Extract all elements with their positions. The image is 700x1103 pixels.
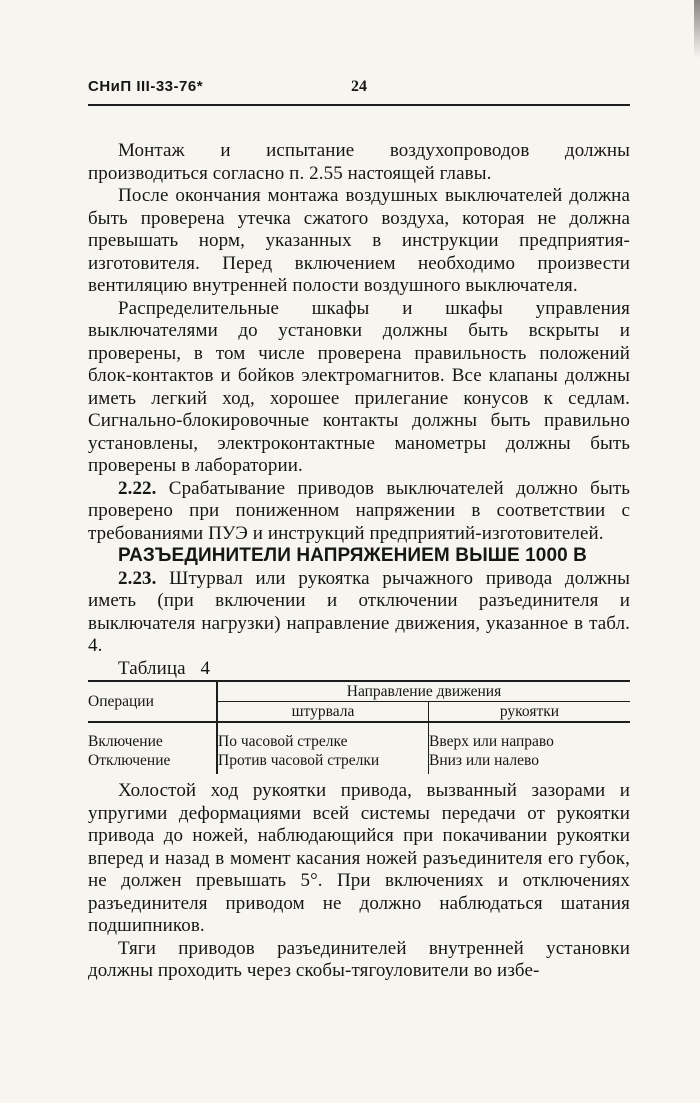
clause-2-22 [88,478,630,546]
paragraph-cabinets: Распределительные шкафы и шкафы управления выключателями до установки должны быть вскрыты и проверены, в том числе проверена правильность положений блок-контактов и бойков электромагнитов. Все клапаны должны иметь легкий ход, хорошее прилегание конусов к седлам. Сигнально-блокировочные контакты должны быть правильно установлены, электроконтактные манометры должны быть проверены в лаборатории. [88,297,630,476]
paragraph-air-ducts: Монтаж и испытание воздухопроводов должны производиться согласно п. 2.55 настоящей главы. [88,140,630,184]
cell-handle-direction: Вниз или налево [429,752,540,769]
cell-wheel-direction: Против часовой стрелки [217,751,429,774]
document-code: СНиП III-33-76* [88,78,204,95]
cell-wheel-direction: По часовой стрелке [217,722,429,751]
paragraph-idle-travel: Холостой ход рукоятки привода, вызванный зазорами и упругими деформациями всей системы передачи от рукоятки привода до ножей, наблюдающийся при покачивании рукоятки вперед и назад в момент касания ножей разъединителя его губок, не должен превышать 5°. При включениях и отключениях разъединителя приводом не должно наблюдаться шатания подшипников. [88,780,630,936]
table-row [88,751,630,774]
cell-handle-direction: Вверх или направо [429,733,554,750]
section-heading: РАЗЪЕДИНИТЕЛИ НАПРЯЖЕНИЕМ ВЫШЕ 1000 В [118,545,587,566]
table-caption: Таблица 4 [118,657,211,679]
header-rule [88,104,630,106]
page-number: 24 [351,78,367,95]
direction-table [88,680,630,774]
clause-2-23 [88,568,630,658]
table-row [88,722,630,751]
column-header-handle: рукоятки [429,702,631,723]
column-header-operations: Операции [88,681,217,722]
direction-table-header [88,681,630,722]
clause-2-23-text: Штурвал или рукоятка рычажного привода должны иметь (при включении и отключении разъединителя и выключателя нагрузки) направление движения, указанное в табл. 4. [88,567,630,656]
page-body [88,140,630,983]
clause-2-22-number: 2.22. [118,477,157,499]
clause-2-22-text: Срабатывание приводов выключателей должно быть проверено при пониженном напряжении в соответствии с требованиями ПУЭ и инструкций предприятий-изготовителей. [88,477,630,544]
scan-artifact [694,0,700,58]
clause-2-23-number: 2.23. [118,567,157,589]
running-head [88,78,630,100]
column-group-header-direction: Направление движения [217,681,630,702]
paragraph-air-breakers: После окончания монтажа воздушных выключателей должна быть проверена утечка сжатого воздуха, которая не должна превышать норм, указанных в инструкции предприятия-изготовителя. Перед включением необходимо произвести вентиляцию внутренней полости воздушного выключателя. [88,185,630,296]
column-header-wheel: штурвала [217,702,429,723]
cell-operation: Включение [88,722,217,751]
direction-table-body [88,722,630,774]
cell-operation: Отключение [88,751,217,774]
paragraph-rods: Тяги приводов разъединителей внутренней установки должны проходить через скобы-тягоуловители во избе- [88,937,630,981]
